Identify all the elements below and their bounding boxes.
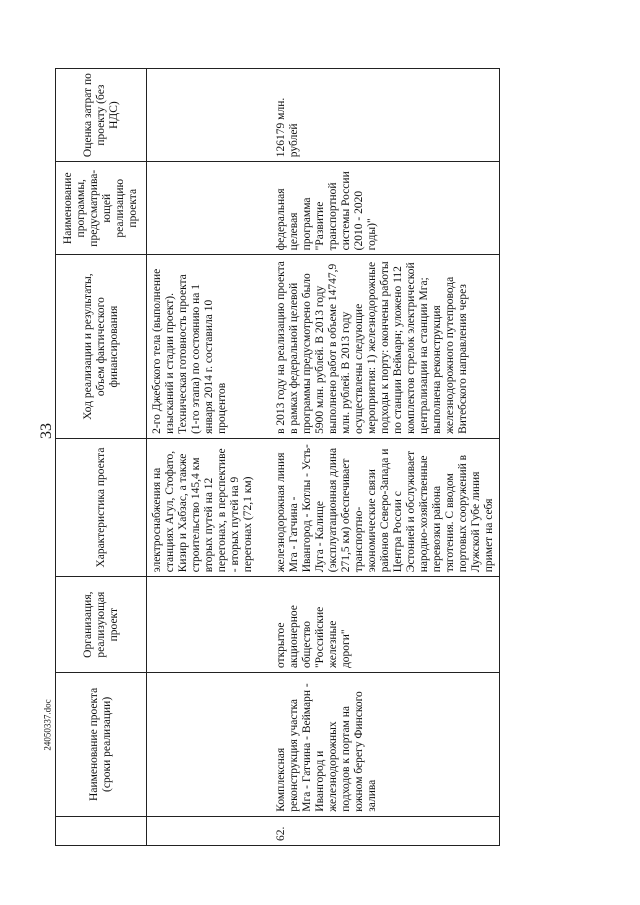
table-row [265, 69, 500, 846]
projects-table [55, 68, 500, 846]
row-characteristic: железнодорожная линия Мга - Гатчина - Ивангород - Котлы - Усть-Луга - Калище (эксплуатационная длина 271,5 км) обеспечивает транспортно-экономические связи районов Северо-Запада и Центра России с Эстонией и обслуживает народно-хозяйственные перевозки района тяготения. С вводом портовых сооружений в Лужской Губе линия примет на себя [265, 438, 500, 576]
header-progress: Ход реализации и результаты, объем фактического финансирования [56, 255, 147, 439]
row-cost: 126179 млн. рублей [265, 69, 500, 162]
continuation-row [147, 69, 265, 846]
row-organization: открытое акционерное общество "Российские железные дороги" [265, 577, 500, 673]
header-characteristic: Характеристика проекта [56, 438, 147, 576]
continuation-progress: 2-го Джебского тела (выполнение изысканий и стадии проект). Техническая готовность проекта (1-го этапа) по состоянию на 1 января 2014 г. составила 10 процентов [147, 255, 265, 439]
header-project-name: Наименование проекта (сроки реализации) [56, 673, 147, 817]
row-progress: в 2013 году на реализацию проекта в рамках федеральной целевой программы предусмотрено было 5900 млн. рублей. В 2013 году выполнено работ в объеме 14747,9 млн. рублей. В 2013 году осуществлены следующие мероприятия: 1) железнодорожные подходы к порту: окончены работы по станции Веймарн; уложено 112 комплектов стрелок электрической централизации на станции Мга; выполнена реконструкция железнодорожного путепровода Витебского направления через [265, 255, 500, 439]
row-program: федеральная целевая программа "Развитие транспортной системы России (2010 - 2020 годы)" [265, 162, 500, 255]
header-cost: Оценка затрат по проекту (без НДС) [56, 69, 147, 162]
page-number: 33 [38, 423, 55, 439]
header-organization: Организация, реализующая проект [56, 577, 147, 673]
footer-doc-code: 24050337.doc [42, 699, 53, 751]
row-number: 62. [265, 816, 500, 845]
continuation-characteristic: электроснабжения на станциях Агул, Стофато, Кизир и Хабзас, а также строительство 145,4 км вторых путей на 12 перегонах, в перспективе - вторых путей на 9 перегонах (72,1 км) [147, 438, 265, 576]
row-project-name: Комплексная реконструкция участка Мга - Гатчина - Веймарн - Ивангород и железнодорожных подходов к портам на южном берегу Финского залива [265, 673, 500, 817]
header-program: Наименование программы, предусматрива-ющей реализацию проекта [56, 162, 147, 255]
document-table-page [55, 68, 571, 846]
table-header-row [56, 69, 147, 846]
